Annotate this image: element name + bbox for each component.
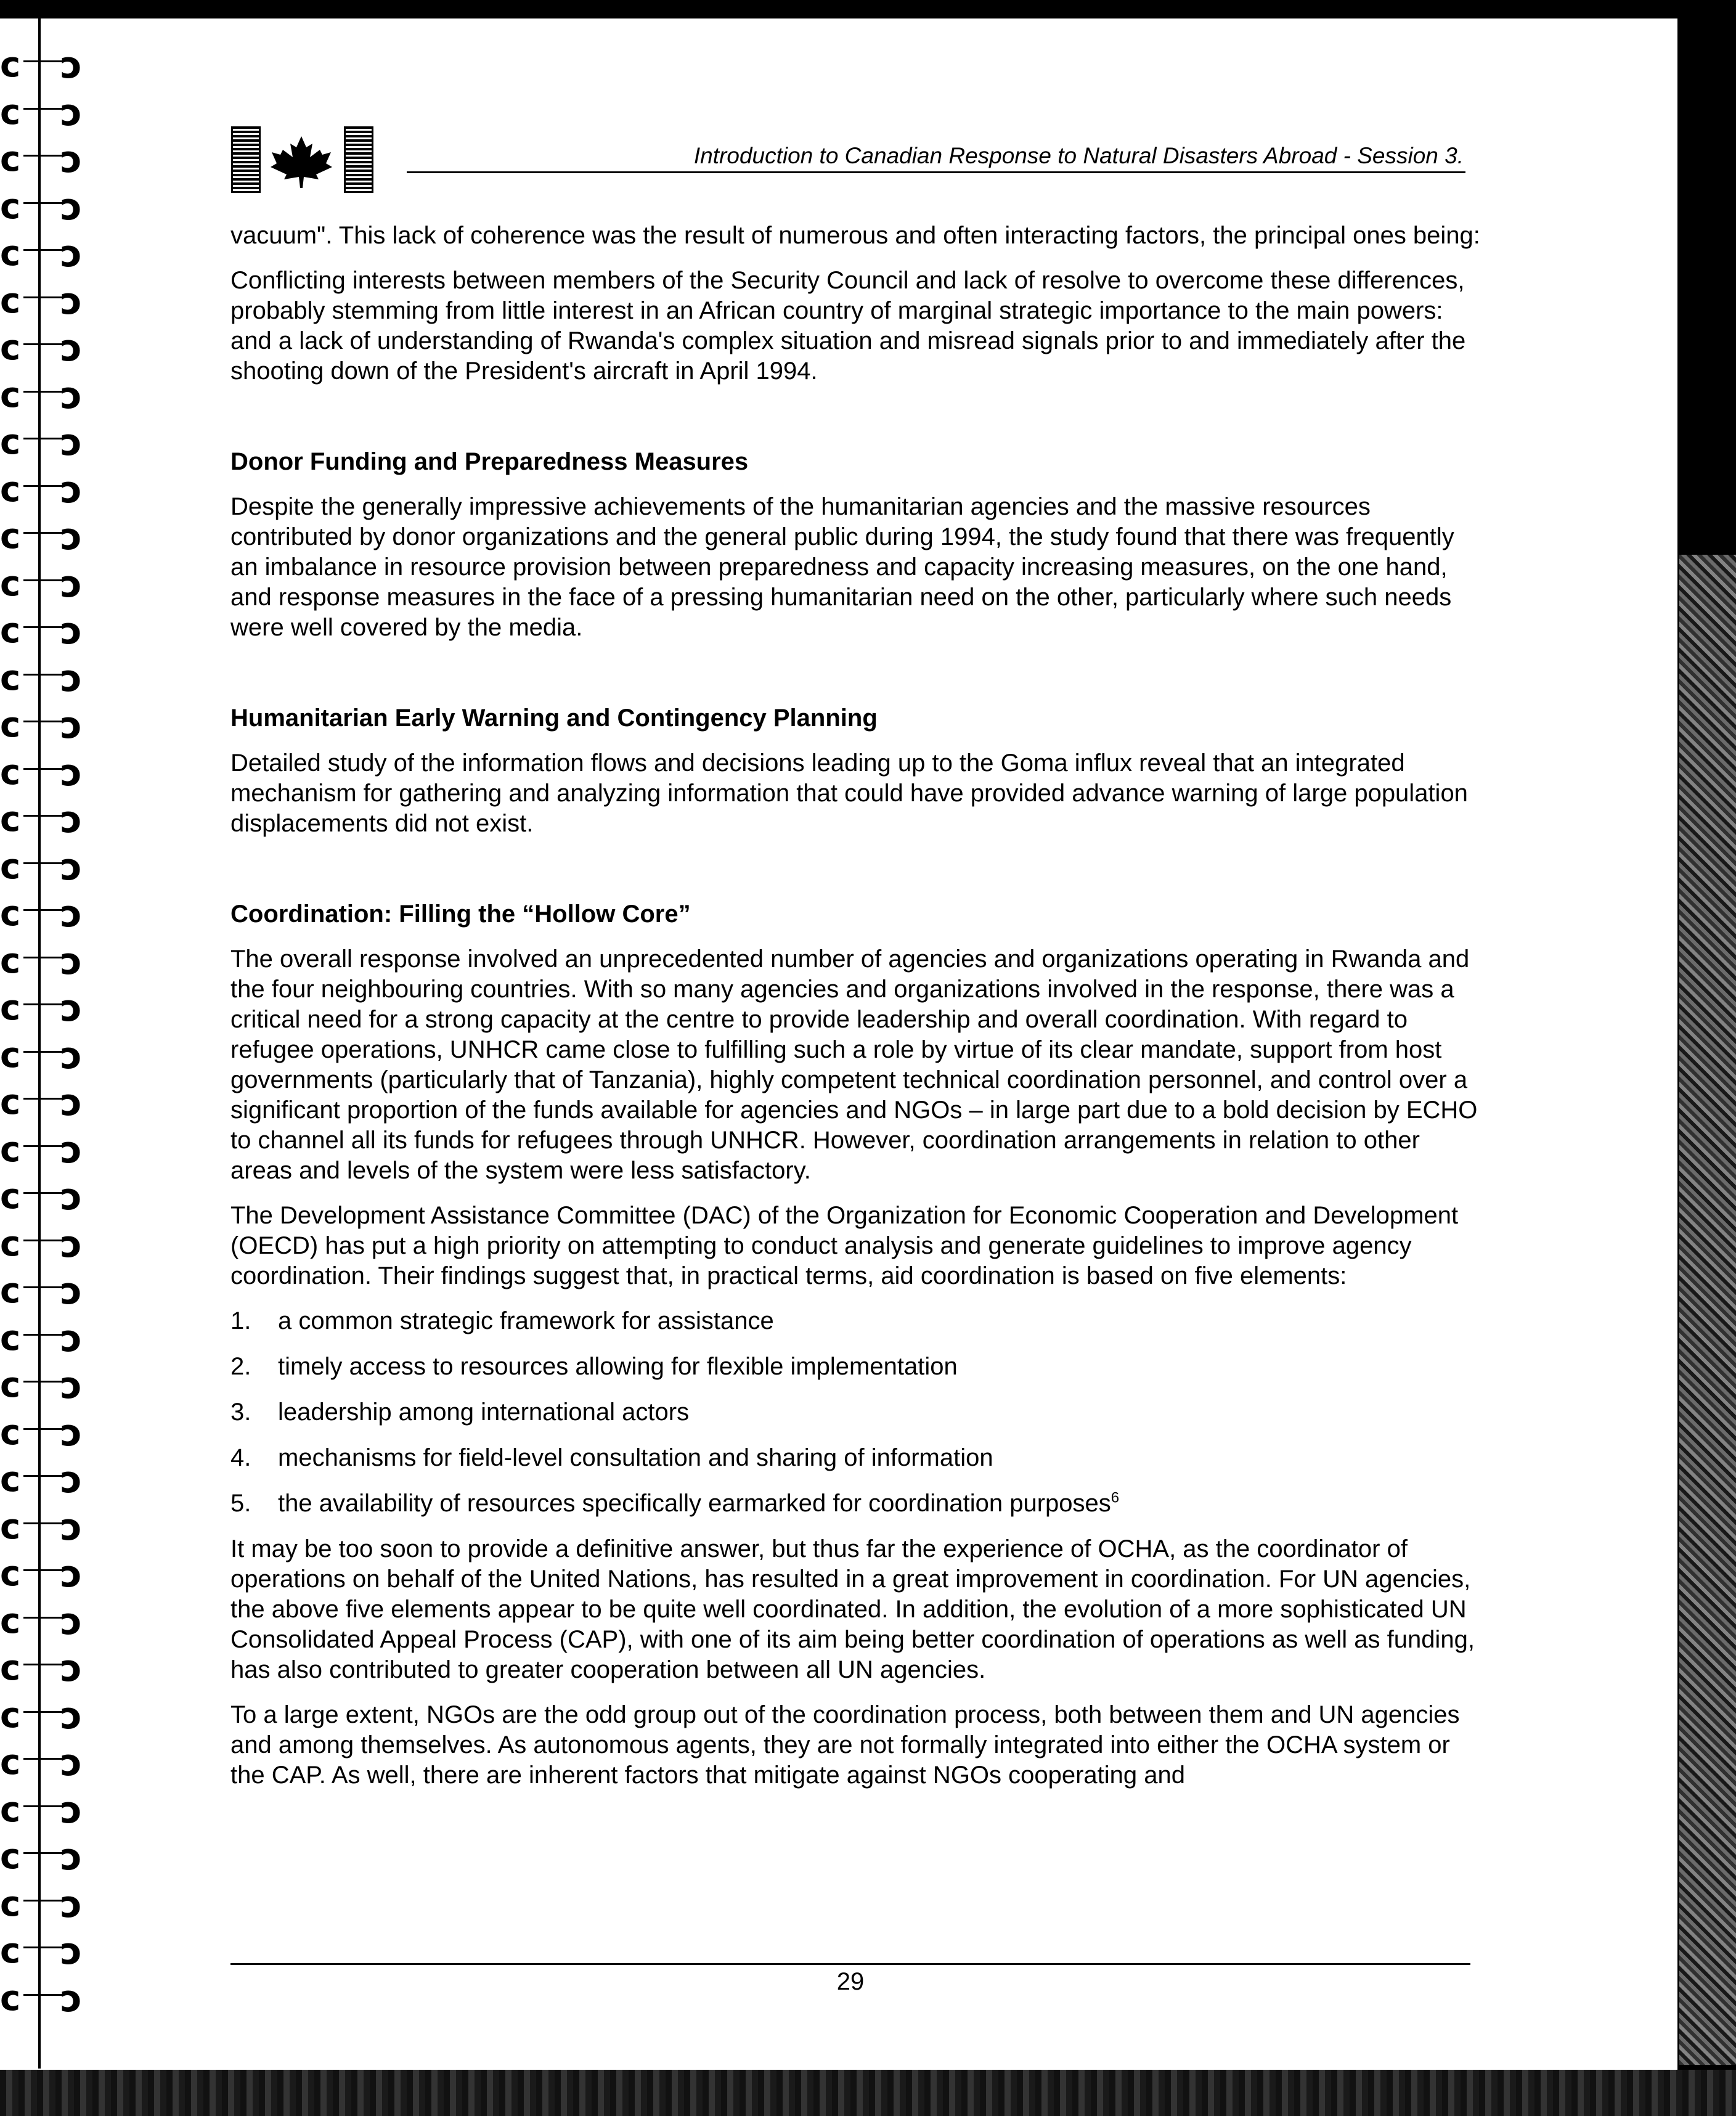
binding-wire	[23, 1994, 63, 1996]
binding-wire	[23, 343, 63, 345]
binding-ring	[0, 562, 92, 606]
binding-ring-right: ɔ	[60, 751, 83, 795]
binding-ring	[0, 1034, 92, 1077]
binding-ring-left: c	[0, 1082, 21, 1122]
binding-ring-right: ɔ	[60, 987, 83, 1030]
binding-ring-left: c	[0, 1931, 21, 1971]
list-item-text-body: the availability of resources specifically earmarked for coordination purposes	[278, 1490, 1111, 1517]
binding-wire	[23, 1522, 63, 1524]
binding-ring-right: ɔ	[60, 1647, 83, 1690]
binding-ring-right: ɔ	[60, 1317, 83, 1360]
binding-ring-left: c	[0, 988, 21, 1028]
binding-ring	[0, 1080, 92, 1124]
flag-bar-right	[344, 126, 373, 193]
binding-ring-left: c	[0, 1271, 21, 1311]
binding-ring	[0, 43, 92, 87]
binding-wire	[23, 296, 63, 298]
coordination-elements-list	[230, 1306, 1481, 1519]
binding-ring	[0, 1222, 92, 1266]
binding-ring-left: c	[0, 1695, 21, 1736]
list-item	[230, 1443, 1481, 1473]
binding-ring	[0, 609, 92, 653]
binding-ring-left: c	[0, 375, 21, 415]
binding-ring-right: ɔ	[60, 1364, 83, 1407]
binding-ring-right: ɔ	[60, 1270, 83, 1313]
binding-ring-left: c	[0, 517, 21, 557]
paragraph-donor-funding: Despite the generally impressive achievements of the humanitarian agencies and the massive resources contributed by donor organizations and the general public during 1994, the study found that there was frequently an imbalance in resource provision between preparedness and capacity increasing measures, on the one hand, and response measures in the face of a pressing humanitarian need on the other, particularly where such needs were well covered by the media.	[230, 493, 1454, 641]
list-item-text: a common strategic framework for assistance	[278, 1307, 774, 1334]
binding-wire	[23, 1098, 63, 1100]
binding-ring-left: c	[0, 1601, 21, 1641]
binding-ring-right: ɔ	[60, 1505, 83, 1549]
heading-coordination: Coordination: Filling the “Hollow Core”	[230, 901, 691, 928]
paragraph-coordination-2: The Development Assistance Committee (DAC) of the Organization for Economic Cooperation and Development (OECD) has put a high priority on attempting to conduct analysis and generate guidelines to improve agency coordination. Their findings suggest that, in practical terms, aid coordination is based on five elements:	[230, 1202, 1459, 1289]
binding-ring	[0, 798, 92, 841]
binding-ring-left: c	[0, 705, 21, 745]
scan-border-bottom	[0, 2070, 1736, 2116]
binding-wire	[23, 1286, 63, 1288]
paragraph-intro-2: Conflicting interests between members of the Security Council and lack of resolve to overcome these differences, probably stemming from little interest in an African country of marginal strategic importance to the main powers: and a lack of understanding of Rwanda's complex situation and misread signals prior to and immediately after the shooting down of the President's aircraft in April 1994.	[230, 267, 1466, 385]
binding-ring	[0, 1175, 92, 1219]
binding-ring-right: ɔ	[60, 185, 83, 229]
binding-ring-left: c	[0, 328, 21, 368]
binding-ring-left: c	[0, 752, 21, 793]
binding-wire	[23, 155, 63, 157]
binding-ring	[0, 185, 92, 229]
binding-wire	[23, 108, 63, 110]
binding-ring	[0, 1741, 92, 1784]
binding-ring-left: c	[0, 186, 21, 227]
list-item-text: mechanisms for field-level consultation and sharing of information	[278, 1444, 993, 1471]
paragraph-coordination-3: It may be too soon to provide a definitive answer, but thus far the experience of OCHA, as the coordinator of operations on behalf of the United Nations, has resulted in a great improvement in coordination. For UN agencies, the above five elements appear to be quite well coordinated. In addition, the evolution of a more sophisticated UN Consolidated Appeal Process (CAP), with one of its aim being better coordination of operations as well as funding, has also contributed to greater cooperation between all UN agencies.	[230, 1535, 1475, 1683]
binding-ring	[0, 1317, 92, 1360]
binding-ring	[0, 515, 92, 558]
binding-ring-right: ɔ	[60, 845, 83, 889]
footer-rule	[230, 1963, 1470, 1965]
binding-ring-right: ɔ	[60, 1034, 83, 1077]
binding-ring-left: c	[0, 1837, 21, 1877]
binding-wire	[23, 1758, 63, 1760]
binding-ring-right: ɔ	[60, 798, 83, 841]
list-item	[230, 1306, 1481, 1336]
binding-wire	[23, 815, 63, 817]
binding-ring	[0, 939, 92, 983]
paragraph-early-warning: Detailed study of the information flows and decisions leading up to the Goma influx reveal that an integrated mechanism for gathering and analyzing information that could have provided advance warning of large population displacements did not exist.	[230, 750, 1468, 837]
binding-ring-left: c	[0, 894, 21, 934]
binding-ring-left: c	[0, 1884, 21, 1924]
binding-wire	[23, 862, 63, 864]
binding-ring	[0, 468, 92, 512]
heading-donor-funding: Donor Funding and Preparedness Measures	[230, 448, 749, 475]
binding-ring-left: c	[0, 280, 21, 321]
binding-ring-right: ɔ	[60, 232, 83, 276]
binding-ring	[0, 1599, 92, 1643]
binding-ring-right: ɔ	[60, 1599, 83, 1643]
binding-ring	[0, 91, 92, 134]
list-item	[230, 1397, 1481, 1428]
page-body	[230, 221, 1481, 1805]
binding-ring-right: ɔ	[60, 704, 83, 747]
section-gap	[230, 854, 1481, 899]
binding-wire	[23, 909, 63, 911]
binding-ring-right: ɔ	[60, 374, 83, 417]
paragraph-intro-1: vacuum". This lack of coherence was the result of numerous and often interacting factors, the principal ones being:	[230, 222, 1480, 249]
binding-ring	[0, 1552, 92, 1596]
binding-wire	[23, 1569, 63, 1571]
binding-ring-left: c	[0, 846, 21, 887]
binding-wire	[23, 721, 63, 722]
binding-ring-left: c	[0, 234, 21, 274]
binding-ring-right: ɔ	[60, 1411, 83, 1455]
binding-ring-right: ɔ	[60, 656, 83, 700]
binding-ring-right: ɔ	[60, 91, 83, 134]
binding-wire	[23, 1946, 63, 1948]
binding-wire	[23, 674, 63, 676]
binding-ring	[0, 1977, 92, 2020]
binding-ring-left: c	[0, 1035, 21, 1076]
list-item	[230, 1489, 1481, 1519]
binding-ring	[0, 1269, 92, 1313]
binding-ring	[0, 1411, 92, 1455]
section-gap	[230, 401, 1481, 447]
binding-ring-right: ɔ	[60, 327, 83, 370]
binding-wire	[23, 391, 63, 393]
binding-wire	[23, 1900, 63, 1902]
list-item-text	[278, 1489, 1119, 1519]
binding-ring	[0, 374, 92, 417]
binding-wire	[23, 202, 63, 204]
binding-ring-left: c	[0, 1177, 21, 1217]
binding-wire	[23, 485, 63, 487]
binding-ring-left: c	[0, 611, 21, 651]
binding-ring-left: c	[0, 1554, 21, 1594]
binding-wire	[23, 1334, 63, 1336]
binding-wire	[23, 1428, 63, 1430]
binding-ring-left: c	[0, 1789, 21, 1830]
section-gap	[230, 658, 1481, 703]
binding-ring	[0, 1505, 92, 1549]
binding-ring-right: ɔ	[60, 1175, 83, 1219]
binding-wire	[23, 1381, 63, 1383]
binding-ring	[0, 326, 92, 370]
binding-ring-right: ɔ	[60, 138, 83, 181]
list-item-text: leadership among international actors	[278, 1399, 690, 1426]
binding-ring-left: c	[0, 658, 21, 698]
binding-ring-left: c	[0, 422, 21, 462]
header-rule	[407, 171, 1465, 173]
binding-ring-right: ɔ	[60, 44, 83, 87]
binding-ring-left: c	[0, 1365, 21, 1405]
binding-ring	[0, 1835, 92, 1879]
paragraph-coordination-1: The overall response involved an unprecedented number of agencies and organizations operating in Rwanda and the four neighbouring countries. With so many agencies and organizations involved in the response, there was a critical need for a strong capacity at the centre to provide leadership and overall coordination. With regard to refugee operations, UNHCR came close to fulfilling such a role by virtue of its clear mandate, support from host governments (particularly that of Tanzania), highly competent technical coordination personnel, and control over a significant proportion of the funds available for agencies and NGOs – in large part due to a bold decision by ECHO to channel all its funds for refugees through UNHCR. However, coordination arrangements in relation to other areas and levels of the system were less satisfactory.	[230, 946, 1478, 1184]
binding-ring-right: ɔ	[60, 1553, 83, 1596]
binding-ring-right: ɔ	[60, 515, 83, 558]
binding-ring-left: c	[0, 1460, 21, 1500]
binding-ring-right: ɔ	[60, 1128, 83, 1172]
binding-ring	[0, 986, 92, 1030]
page-edge-top	[38, 16, 1677, 18]
footnote-reference: 6	[1110, 1489, 1120, 1506]
binding-ring-right: ɔ	[60, 1977, 83, 2020]
binding-wire	[23, 768, 63, 770]
spiral-binding-icon	[0, 43, 99, 2071]
binding-wire	[23, 438, 63, 439]
binding-wire	[23, 1617, 63, 1619]
binding-ring-right: ɔ	[60, 1788, 83, 1832]
binding-ring	[0, 1128, 92, 1172]
binding-ring-left: c	[0, 1978, 21, 2019]
binding-ring-right: ɔ	[60, 1458, 83, 1501]
binding-ring-left: c	[0, 1412, 21, 1453]
binding-ring	[0, 845, 92, 889]
binding-ring	[0, 703, 92, 747]
binding-ring	[0, 1363, 92, 1407]
binding-wire	[23, 1145, 63, 1147]
binding-ring	[0, 137, 92, 181]
binding-ring-right: ɔ	[60, 1930, 83, 1973]
binding-ring-left: c	[0, 139, 21, 179]
binding-ring-right: ɔ	[60, 1741, 83, 1784]
binding-ring	[0, 656, 92, 700]
binding-ring-left: c	[0, 1223, 21, 1264]
binding-ring-right: ɔ	[60, 468, 83, 512]
list-item-number: 5.	[230, 1490, 251, 1517]
binding-ring-left: c	[0, 563, 21, 604]
binding-ring-left: c	[0, 469, 21, 510]
binding-ring-right: ɔ	[60, 421, 83, 464]
paragraph-coordination-4: To a large extent, NGOs are the odd group out of the coordination process, both between them and UN agencies and among themselves. As autonomous agents, they are not formally integrated into either the OCHA system or the CAP. As well, there are inherent factors that mitigate against NGOs cooperating and	[230, 1701, 1460, 1789]
list-item	[230, 1352, 1481, 1382]
binding-wire	[23, 957, 63, 958]
list-item-text: timely access to resources allowing for flexible implementation	[278, 1353, 958, 1380]
heading-early-warning: Humanitarian Early Warning and Contingency Planning	[230, 705, 878, 732]
binding-ring-left: c	[0, 1318, 21, 1358]
binding-ring-left: c	[0, 1648, 21, 1688]
binding-wire	[23, 60, 63, 62]
canada-flag-icon	[231, 126, 379, 194]
list-item-number: 3.	[230, 1399, 251, 1426]
flag-bar-left	[231, 126, 261, 193]
binding-ring-right: ɔ	[60, 1081, 83, 1124]
binding-ring-right: ɔ	[60, 610, 83, 653]
binding-wire	[23, 1475, 63, 1477]
binding-wire	[23, 626, 63, 628]
binding-wire	[23, 1664, 63, 1665]
binding-ring	[0, 1788, 92, 1832]
maple-leaf-icon	[267, 134, 336, 189]
binding-ring-right: ɔ	[60, 893, 83, 936]
binding-wire	[23, 1003, 63, 1005]
binding-wire	[23, 532, 63, 534]
binding-ring-left: c	[0, 941, 21, 981]
binding-ring-right: ɔ	[60, 279, 83, 323]
binding-ring-right: ɔ	[60, 1222, 83, 1266]
binding-ring-left: c	[0, 92, 21, 133]
binding-ring-right: ɔ	[60, 1836, 83, 1879]
binding-wire	[23, 249, 63, 251]
binding-ring-right: ɔ	[60, 939, 83, 983]
binding-ring	[0, 892, 92, 936]
binding-wire	[23, 1192, 63, 1194]
binding-ring	[0, 232, 92, 276]
binding-ring-right: ɔ	[60, 1694, 83, 1738]
scan-noise-right	[1679, 555, 1736, 2065]
binding-ring-left: c	[0, 1129, 21, 1170]
binding-wire	[23, 1805, 63, 1807]
binding-ring	[0, 1882, 92, 1926]
page-number: 29	[836, 1968, 865, 1995]
binding-ring	[0, 1929, 92, 1973]
binding-ring-right: ɔ	[60, 1882, 83, 1926]
binding-ring	[0, 420, 92, 464]
binding-ring	[0, 751, 92, 795]
binding-wire	[23, 579, 63, 581]
binding-wire	[23, 1852, 63, 1854]
list-item-number: 4.	[230, 1444, 251, 1471]
binding-ring	[0, 1694, 92, 1738]
binding-ring	[0, 279, 92, 323]
binding-wire	[23, 1240, 63, 1241]
binding-ring-left: c	[0, 1742, 21, 1783]
list-item-number: 2.	[230, 1353, 251, 1380]
binding-ring-left: c	[0, 1506, 21, 1547]
running-header: Introduction to Canadian Response to Natural Disasters Abroad - Session 3.	[693, 143, 1464, 168]
binding-ring	[0, 1458, 92, 1501]
list-item-number: 1.	[230, 1307, 251, 1334]
binding-ring-left: c	[0, 799, 21, 839]
binding-ring-right: ɔ	[60, 562, 83, 606]
binding-ring-left: c	[0, 45, 21, 85]
binding-wire	[23, 1711, 63, 1713]
binding-ring	[0, 1646, 92, 1690]
binding-wire	[23, 1051, 63, 1053]
